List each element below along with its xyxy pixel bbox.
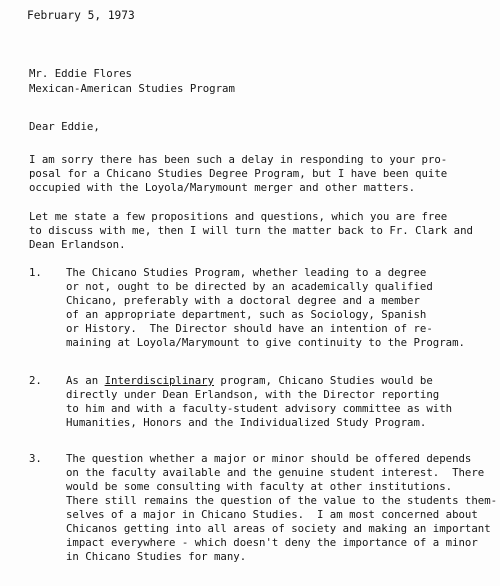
interdisciplinary-underlined-term: Interdisciplinary: [104, 374, 214, 387]
item-line: in Chicano Studies for many.: [66, 550, 247, 563]
item-line: The Chicano Studies Program, whether leading to a degree: [66, 266, 427, 279]
item-line: selves of a major in Chicano Studies. I am most concerned about: [66, 508, 478, 521]
item-line: would be some consulting with faculty at other institutions.: [66, 480, 453, 493]
item-line-prefix: As an: [66, 374, 105, 387]
recipient-name: Mr. Eddie Flores: [29, 67, 132, 80]
item-line: of an appropriate department, such as Sociology, Spanish: [66, 308, 427, 321]
item-line: Chicano, preferably with a doctoral degree and a member: [66, 294, 420, 307]
intro-line: posal for a Chicano Studies Degree Program, but I have been quite: [29, 167, 448, 180]
recipient-program: Mexican-American Studies Program: [29, 82, 235, 95]
item-line: on the faculty available and the genuine student interest. There: [66, 466, 485, 479]
item-line: Chicanos getting into all areas of society and making an important: [66, 522, 491, 535]
item-line: or not, ought to be directed by an academically qualified: [66, 280, 433, 293]
item-line: directly under Dean Erlandson, with the Director reporting: [66, 388, 440, 401]
item-line: There still remains the question of the value to the students them-: [66, 494, 498, 507]
item-number: 1.: [29, 266, 42, 279]
item-line: to him and with a faculty-student advisory committee as with: [66, 402, 453, 415]
item-line: [66, 374, 433, 388]
propositions-intro-line: Dean Erlandson.: [29, 238, 126, 251]
item-line: Humanities, Honors and the Individualized Study Program.: [66, 416, 427, 429]
letter-date: February 5, 1973: [27, 9, 135, 22]
item-line: The question whether a major or minor should be offered depends: [66, 452, 472, 465]
item-number: 2.: [29, 374, 42, 387]
propositions-intro-line: Let me state a few propositions and questions, which you are free: [29, 210, 448, 223]
propositions-intro-line: to discuss with me, then I will turn the matter back to Fr. Clark and: [29, 224, 473, 237]
item-line: impact everywhere - which doesn't deny the importance of a minor: [66, 536, 478, 549]
salutation: Dear Eddie,: [29, 120, 100, 133]
item-number: 3.: [29, 452, 42, 465]
item-line-suffix: program, Chicano Studies would be: [214, 374, 433, 387]
item-line: maining at Loyola/Marymount to give continuity to the Program.: [66, 336, 465, 349]
intro-line: occupied with the Loyola/Marymount merger and other matters.: [29, 181, 416, 194]
intro-line: I am sorry there has been such a delay in responding to your pro-: [29, 153, 448, 166]
item-line: or History. The Director should have an intention of re-: [66, 322, 433, 335]
